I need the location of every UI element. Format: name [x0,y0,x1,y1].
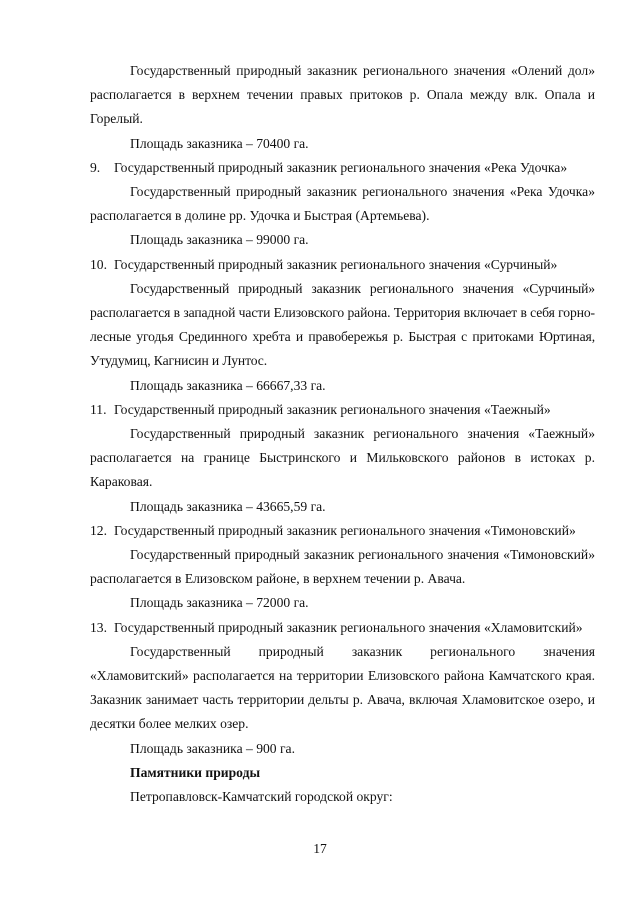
section-heading: Памятники природы [130,764,261,780]
area-oleniy-dol: Площадь заказника – 70400 га. [130,135,309,151]
section-subheading: Петропавловск-Камчатский городской округ: [130,789,393,805]
item-title: Государственный природный заказник регионального значения «Хламовитский» [114,619,583,635]
item-9-heading [90,156,595,180]
item-number: 12. [90,522,107,538]
item-12-heading [90,519,595,543]
item-10-heading [90,253,595,277]
paragraph-surchiny: Государственный природный заказник регионального значения «Сурчиный» располагается в западной части Елизовского района. Территория включает в себя горно-лесные угодья Срединного хребта и правобережья р. Быстрая с притоками Юртиная, Утудумиц, Кагнисин и Лунтос. [90,280,595,369]
item-title: Государственный природный заказник регионального значения «Таежный» [114,401,551,417]
item-number: 11. [90,401,107,417]
area-khlamovitsky: Площадь заказника – 900 га. [130,740,295,756]
area-reka-udochka: Площадь заказника – 99000 га. [130,232,309,248]
paragraph-oleniy-dol: Государственный природный заказник регионального значения «Олений дол» располагается в верхнем течении правых притоков р. Опала между влк. Опала и Горелый. [90,63,595,127]
area-surchiny: Площадь заказника – 66667,33 га. [130,377,326,393]
item-number: 10. [90,256,107,272]
item-title: Государственный природный заказник регионального значения «Река Удочка» [114,159,568,175]
item-11-heading [90,398,595,422]
paragraph-reka-udochka: Государственный природный заказник регионального значения «Река Удочка» располагается в долине рр. Удочка и Быстрая (Артемьева). [90,184,595,224]
item-number: 13. [90,619,107,635]
paragraph-taezhny: Государственный природный заказник регионального значения «Таежный» располагается на границе Быстринского и Мильковского районов в истоках р. Караковая. [90,426,595,490]
item-title: Государственный природный заказник регионального значения «Тимоновский» [114,522,576,538]
document-body [90,59,595,809]
page-number: 17 [313,841,327,856]
paragraph-khlamovitsky: Государственный природный заказник регионального значения «Хламовитский» располагается на территории Елизовского района Камчатского края. Заказник занимает часть территории дельты р. Авача, включая Хламовитское озеро, и десятки более мелких озер. [90,643,595,732]
item-title: Государственный природный заказник регионального значения «Сурчиный» [114,256,558,272]
item-13-heading [90,616,595,640]
item-number: 9. [90,159,101,175]
paragraph-timonovsky: Государственный природный заказник регионального значения «Тимоновский» располагается в Елизовском районе, в верхнем течении р. Авача. [90,547,595,587]
area-taezhny: Площадь заказника – 43665,59 га. [130,498,326,514]
area-timonovsky: Площадь заказника – 72000 га. [130,595,309,611]
